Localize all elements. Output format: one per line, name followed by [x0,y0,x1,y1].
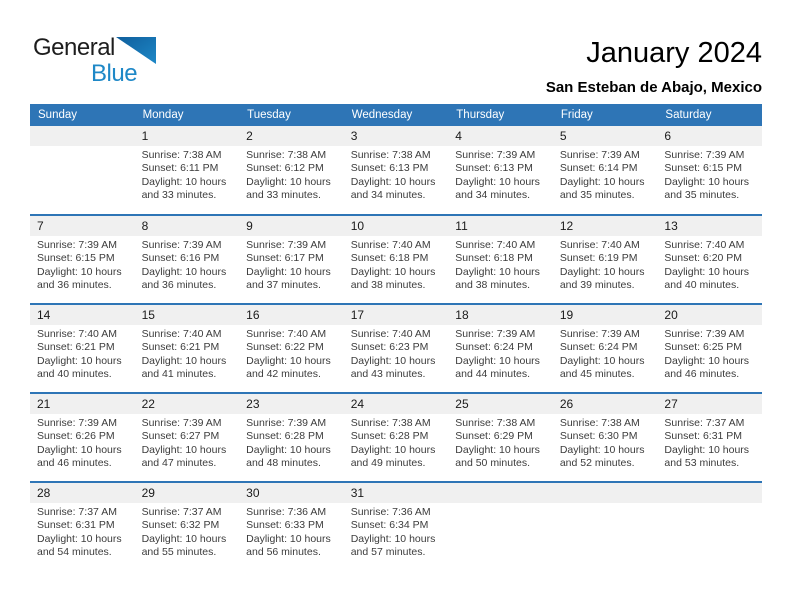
day-number: 8 [135,216,240,236]
day-details [344,414,449,479]
day-cell-26 [553,394,658,481]
daylight-text-line2: and 46 minutes. [664,368,740,381]
day-details [239,414,344,479]
sunset-text: Sunset: 6:32 PM [141,519,220,532]
sunset-text: Sunset: 6:15 PM [664,162,743,175]
daylight-text-line2: and 38 minutes. [350,279,426,292]
day-cell-21 [30,394,135,481]
daylight-text-line1: Daylight: 10 hours [664,354,750,367]
weekday-header-sunday: Sunday [38,109,78,121]
sunrise-text: Sunrise: 7:38 AM [141,149,222,161]
day-details [448,325,553,390]
day-cell-14 [30,305,135,392]
sunset-text: Sunset: 6:21 PM [37,341,115,354]
daylight-text-line1: Daylight: 10 hours [664,265,750,278]
sunrise-text: Sunrise: 7:39 AM [664,149,745,161]
day-cell-19 [553,305,658,392]
week-row [30,303,762,392]
daylight-text-line2: and 42 minutes. [246,368,321,381]
sunrise-text: Sunrise: 7:39 AM [246,239,327,251]
day-details [344,146,449,211]
page-subtitle: San Esteban de Abajo, Mexico [545,78,762,96]
daylight-text-line2: and 36 minutes. [37,279,112,292]
day-number: 7 [30,216,135,236]
daylight-text-line1: Daylight: 10 hours [559,175,645,188]
daylight-text-line2: and 53 minutes. [664,457,740,470]
day-details [448,236,553,301]
sunrise-text: Sunrise: 7:39 AM [559,328,640,340]
sunrise-text: Sunrise: 7:39 AM [455,328,536,340]
sunrise-text: Sunrise: 7:40 AM [455,239,536,251]
daylight-text-line1: Daylight: 10 hours [37,443,122,456]
daylight-text-line1: Daylight: 10 hours [350,532,436,545]
day-number: 25 [448,394,553,414]
general-blue-logo [33,36,156,86]
weekday-header-tuesday: Tuesday [247,109,291,121]
daylight-text-line2: and 55 minutes. [141,546,217,559]
week-row [30,392,762,481]
sunrise-text: Sunrise: 7:39 AM [559,149,640,161]
daylight-text-line1: Daylight: 10 hours [141,443,227,456]
daylight-text-line1: Daylight: 10 hours [664,443,750,456]
sunset-text: Sunset: 6:13 PM [350,162,429,175]
sunrise-text: Sunrise: 7:38 AM [246,149,327,161]
day-cell-24 [344,394,449,481]
day-number: 17 [344,305,449,325]
sunrise-text: Sunrise: 7:39 AM [246,417,327,429]
day-details [135,236,240,301]
day-details [30,236,135,301]
daylight-text-line2: and 36 minutes. [141,279,217,292]
page-title: January 2024 [586,37,762,69]
day-details [553,325,658,390]
day-details [657,236,762,301]
day-cell-1 [135,126,240,214]
sunset-text: Sunset: 6:26 PM [37,430,115,443]
daylight-text-line1: Daylight: 10 hours [246,443,331,456]
daylight-text-line1: Daylight: 10 hours [246,265,331,278]
daylight-text-line2: and 34 minutes. [350,189,426,202]
sunset-text: Sunset: 6:23 PM [350,341,429,354]
daylight-text-line1: Daylight: 10 hours [37,265,122,278]
day-details [239,503,344,568]
sunset-text: Sunset: 6:13 PM [455,162,533,175]
day-number: 5 [553,126,658,146]
week-row [30,214,762,303]
day-number: 23 [239,394,344,414]
sunrise-text: Sunrise: 7:39 AM [141,417,222,429]
day-number: 10 [344,216,449,236]
sunrise-text: Sunrise: 7:38 AM [455,417,536,429]
sunrise-text: Sunrise: 7:40 AM [350,239,431,251]
day-details [30,325,135,390]
sunset-text: Sunset: 6:21 PM [141,341,220,354]
sunrise-text: Sunrise: 7:39 AM [455,149,536,161]
day-cell-23 [239,394,344,481]
daylight-text-line1: Daylight: 10 hours [559,443,645,456]
day-details [448,146,553,211]
day-number: 11 [448,216,553,236]
sunrise-text: Sunrise: 7:40 AM [37,328,117,340]
day-cell-18 [448,305,553,392]
daylight-text-line2: and 46 minutes. [37,457,112,470]
day-cell-15 [135,305,240,392]
day-details [657,325,762,390]
weekday-header-friday: Friday [560,109,593,121]
day-number: 15 [135,305,240,325]
daylight-text-line1: Daylight: 10 hours [37,354,122,367]
sunset-text: Sunset: 6:17 PM [246,252,324,265]
sunrise-text: Sunrise: 7:40 AM [664,239,745,251]
day-cell-4 [448,126,553,214]
day-cell-12 [553,216,658,303]
day-details [657,146,762,211]
sunset-text: Sunset: 6:18 PM [455,252,533,265]
sunset-text: Sunset: 6:12 PM [246,162,324,175]
day-cell-10 [344,216,449,303]
weekday-header-wednesday: Wednesday [351,109,413,121]
sunrise-text: Sunrise: 7:38 AM [559,417,640,429]
day-number: 30 [239,483,344,503]
day-cell-11 [448,216,553,303]
sunset-text: Sunset: 6:19 PM [559,252,638,265]
day-number-empty [553,483,658,503]
day-cell-22 [135,394,240,481]
day-number: 13 [657,216,762,236]
day-details [135,325,240,390]
day-cell-25 [448,394,553,481]
daylight-text-line2: and 47 minutes. [141,457,217,470]
week-row [30,481,762,570]
daylight-text-line2: and 41 minutes. [141,368,217,381]
day-details [135,414,240,479]
day-cell-28 [30,483,135,570]
daylight-text-line2: and 35 minutes. [559,189,635,202]
daylight-text-line2: and 52 minutes. [559,457,635,470]
day-cell-29 [135,483,240,570]
day-number: 31 [344,483,449,503]
daylight-text-line2: and 40 minutes. [664,279,740,292]
daylight-text-line1: Daylight: 10 hours [664,175,750,188]
day-details [553,146,658,211]
sunrise-text: Sunrise: 7:38 AM [350,149,431,161]
sunset-text: Sunset: 6:25 PM [664,341,743,354]
day-cell-7 [30,216,135,303]
daylight-text-line2: and 33 minutes. [141,189,217,202]
day-details [239,236,344,301]
daylight-text-line1: Daylight: 10 hours [455,175,540,188]
daylight-text-line2: and 54 minutes. [37,546,112,559]
day-number-empty [30,126,135,146]
sunset-text: Sunset: 6:20 PM [664,252,743,265]
day-number: 29 [135,483,240,503]
sunset-text: Sunset: 6:15 PM [37,252,115,265]
daylight-text-line2: and 48 minutes. [246,457,321,470]
daylight-text-line1: Daylight: 10 hours [350,265,436,278]
daylight-text-line2: and 43 minutes. [350,368,426,381]
sunrise-text: Sunrise: 7:36 AM [350,506,431,518]
day-cell-6 [657,126,762,214]
day-number-empty [448,483,553,503]
day-details [448,414,553,479]
sunset-text: Sunset: 6:14 PM [559,162,638,175]
daylight-text-line1: Daylight: 10 hours [455,354,540,367]
sunset-text: Sunset: 6:11 PM [141,162,219,175]
daylight-text-line1: Daylight: 10 hours [559,265,645,278]
sunset-text: Sunset: 6:16 PM [141,252,220,265]
day-details [135,503,240,568]
daylight-text-line1: Daylight: 10 hours [141,265,227,278]
day-number: 24 [344,394,449,414]
day-cell-empty [553,483,658,570]
week-row [30,126,762,214]
daylight-text-line2: and 57 minutes. [350,546,426,559]
sunrise-text: Sunrise: 7:38 AM [350,417,431,429]
sunset-text: Sunset: 6:30 PM [559,430,638,443]
day-number: 20 [657,305,762,325]
sunset-text: Sunset: 6:29 PM [455,430,533,443]
daylight-text-line1: Daylight: 10 hours [350,354,436,367]
daylight-text-line2: and 50 minutes. [455,457,530,470]
day-number: 19 [553,305,658,325]
daylight-text-line2: and 44 minutes. [455,368,530,381]
day-number: 14 [30,305,135,325]
daylight-text-line1: Daylight: 10 hours [246,532,331,545]
daylight-text-line2: and 34 minutes. [455,189,530,202]
day-details [553,236,658,301]
day-cell-3 [344,126,449,214]
day-cell-2 [239,126,344,214]
sunrise-text: Sunrise: 7:37 AM [37,506,117,518]
day-details [553,414,658,479]
sunrise-text: Sunrise: 7:40 AM [246,328,327,340]
day-number: 12 [553,216,658,236]
weekday-header-row [30,104,762,126]
day-cell-31 [344,483,449,570]
daylight-text-line1: Daylight: 10 hours [455,443,540,456]
daylight-text-line1: Daylight: 10 hours [246,354,331,367]
day-details [344,236,449,301]
day-details [344,503,449,568]
sunset-text: Sunset: 6:31 PM [37,519,115,532]
day-number: 27 [657,394,762,414]
day-cell-empty [30,126,135,214]
day-details [30,503,135,568]
sunrise-text: Sunrise: 7:39 AM [664,328,745,340]
day-number: 3 [344,126,449,146]
sunrise-text: Sunrise: 7:40 AM [350,328,431,340]
day-number: 4 [448,126,553,146]
day-cell-17 [344,305,449,392]
day-cell-27 [657,394,762,481]
day-details [239,146,344,211]
daylight-text-line1: Daylight: 10 hours [141,354,227,367]
sunrise-text: Sunrise: 7:37 AM [141,506,222,518]
day-number: 6 [657,126,762,146]
day-number: 16 [239,305,344,325]
logo-text-general: General [33,34,115,61]
day-cell-empty [657,483,762,570]
sunset-text: Sunset: 6:33 PM [246,519,324,532]
day-details [30,414,135,479]
sunset-text: Sunset: 6:18 PM [350,252,429,265]
sunset-text: Sunset: 6:27 PM [141,430,220,443]
day-number: 26 [553,394,658,414]
day-cell-8 [135,216,240,303]
daylight-text-line2: and 37 minutes. [246,279,321,292]
sunrise-text: Sunrise: 7:40 AM [559,239,640,251]
day-number: 28 [30,483,135,503]
day-number: 1 [135,126,240,146]
day-details [239,325,344,390]
sunset-text: Sunset: 6:28 PM [246,430,324,443]
weekday-header-saturday: Saturday [665,109,712,121]
sunset-text: Sunset: 6:22 PM [246,341,324,354]
weekday-header-monday: Monday [142,109,184,121]
daylight-text-line2: and 38 minutes. [455,279,530,292]
sunrise-text: Sunrise: 7:37 AM [664,417,745,429]
day-details [657,414,762,479]
daylight-text-line1: Daylight: 10 hours [559,354,645,367]
day-cell-9 [239,216,344,303]
daylight-text-line1: Daylight: 10 hours [455,265,540,278]
sunset-text: Sunset: 6:24 PM [455,341,533,354]
day-cell-20 [657,305,762,392]
logo-text-blue: Blue [91,60,138,87]
day-number: 21 [30,394,135,414]
day-number: 9 [239,216,344,236]
calendar-weeks [30,126,762,570]
sunset-text: Sunset: 6:34 PM [350,519,429,532]
daylight-text-line2: and 49 minutes. [350,457,426,470]
day-cell-empty [448,483,553,570]
day-cell-5 [553,126,658,214]
sunset-text: Sunset: 6:24 PM [559,341,638,354]
daylight-text-line1: Daylight: 10 hours [246,175,331,188]
daylight-text-line1: Daylight: 10 hours [37,532,122,545]
day-details [135,146,240,211]
day-details [344,325,449,390]
daylight-text-line1: Daylight: 10 hours [350,175,436,188]
day-cell-30 [239,483,344,570]
daylight-text-line2: and 56 minutes. [246,546,321,559]
day-number: 22 [135,394,240,414]
day-number-empty [657,483,762,503]
title-block [546,38,762,96]
daylight-text-line1: Daylight: 10 hours [350,443,436,456]
sunset-text: Sunset: 6:28 PM [350,430,429,443]
sunrise-text: Sunrise: 7:39 AM [37,417,117,429]
calendar-grid [30,104,762,570]
sunrise-text: Sunrise: 7:36 AM [246,506,327,518]
sunrise-text: Sunrise: 7:40 AM [141,328,222,340]
daylight-text-line2: and 39 minutes. [559,279,635,292]
sunrise-text: Sunrise: 7:39 AM [37,239,117,251]
sunrise-text: Sunrise: 7:39 AM [141,239,222,251]
daylight-text-line2: and 40 minutes. [37,368,112,381]
day-number: 18 [448,305,553,325]
daylight-text-line1: Daylight: 10 hours [141,532,227,545]
day-cell-16 [239,305,344,392]
day-number: 2 [239,126,344,146]
weekday-header-thursday: Thursday [456,109,505,121]
day-cell-13 [657,216,762,303]
daylight-text-line2: and 45 minutes. [559,368,635,381]
daylight-text-line1: Daylight: 10 hours [141,175,227,188]
daylight-text-line2: and 35 minutes. [664,189,740,202]
sunset-text: Sunset: 6:31 PM [664,430,743,443]
daylight-text-line2: and 33 minutes. [246,189,321,202]
